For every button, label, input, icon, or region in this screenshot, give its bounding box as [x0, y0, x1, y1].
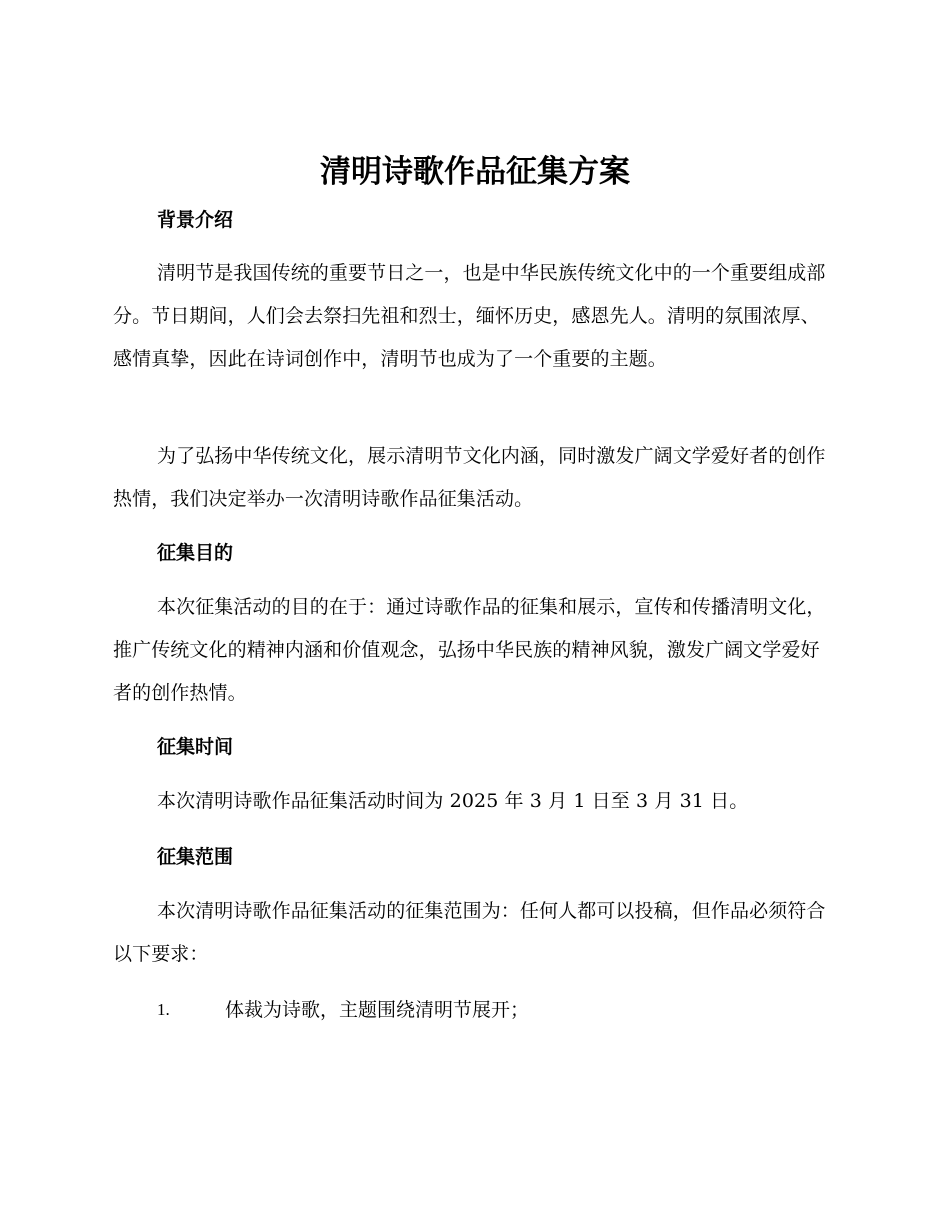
list-item-number: 1. — [157, 1000, 170, 1019]
paragraph-background-1: 清明节是我国传统的重要节日之一，也是中华民族传统文化中的一个重要组成部分。节日期间，人们会去祭扫先祖和烈士，缅怀历史，感恩先人。清明的氛围浓厚、感情真挚，因此在诗词创作中，清明节也成为了一个重要的主题。 — [113, 262, 826, 371]
section-heading-scope: 征集范围 — [157, 846, 234, 868]
section-heading-purpose: 征集目的 — [157, 542, 234, 564]
list-item-text: 体裁为诗歌，主题围绕清明节展开； — [225, 999, 530, 1021]
paragraph-background-2: 为了弘扬中华传统文化，展示清明节文化内涵，同时激发广阔文学爱好者的创作热情，我们决定举办一次清明诗歌作品征集活动。 — [113, 445, 826, 511]
section-heading-background: 背景介绍 — [157, 209, 234, 231]
section-heading-time: 征集时间 — [157, 736, 234, 758]
paragraph-scope: 本次清明诗歌作品征集活动的征集范围为：任何人都可以投稿，但作品必须符合以下要求： — [113, 900, 826, 966]
document-title: 清明诗歌作品征集方案 — [320, 154, 630, 190]
paragraph-time: 本次清明诗歌作品征集活动时间为 2025 年 3 月 1 日至 3 月 31 日。 — [157, 790, 749, 812]
paragraph-purpose: 本次征集活动的目的在于：通过诗歌作品的征集和展示，宣传和传播清明文化，推广传统文化的精神内涵和价值观念，弘扬中华民族的精神风貌，激发广阔文学爱好者的创作热情。 — [113, 596, 826, 705]
